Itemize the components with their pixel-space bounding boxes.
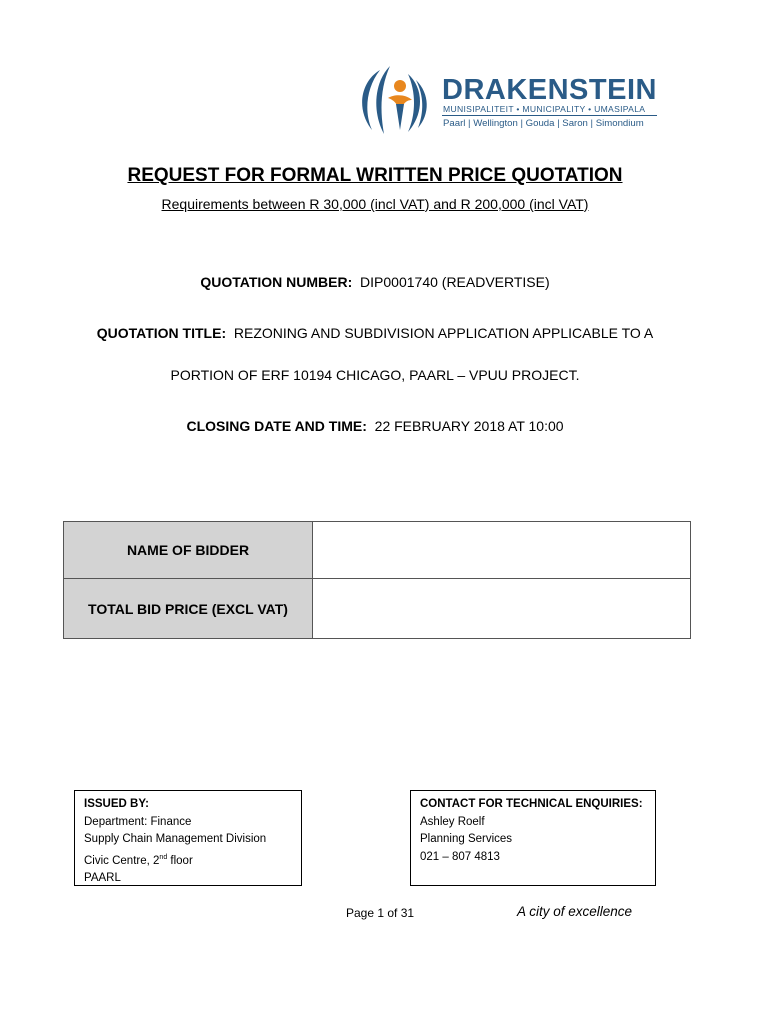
contact-phone: 021 – 807 4813 — [420, 850, 500, 863]
drakenstein-logo — [350, 64, 660, 136]
logo-divider — [442, 115, 657, 116]
issued-by-location — [84, 849, 292, 870]
contact-department: Planning Services — [420, 833, 513, 845]
quotation-number-value: DIP0001740 (READVERTISE) — [360, 274, 550, 290]
logo-subtitle: MUNISIPALITEIT • MUNICIPALITY • UMASIPALA — [443, 104, 646, 114]
closing-date — [0, 418, 750, 434]
issued-by-location-tail: floor — [167, 854, 193, 867]
issued-by-location-text: Civic Centre, 2 — [84, 854, 160, 867]
quotation-number-label: QUOTATION NUMBER: — [200, 274, 353, 290]
logo-name: DRAKENSTEIN — [442, 74, 657, 106]
bid-price-label: TOTAL BID PRICE (EXCL VAT) — [64, 579, 313, 639]
document-subtitle: Requirements between R 30,000 (incl VAT) and R 200,000 (incl VAT) — [161, 196, 589, 212]
quotation-title — [0, 325, 750, 341]
bid-table — [63, 521, 691, 639]
issued-by-city: PAARL — [84, 871, 121, 884]
issued-by-location-sup: nd — [159, 853, 168, 861]
quotation-title-line2: PORTION OF ERF 10194 CHICAGO, PAARL – VPUU PROJECT. — [170, 367, 580, 383]
quotation-title-label: QUOTATION TITLE: — [96, 325, 227, 341]
table-row — [64, 522, 691, 579]
issued-by-division: Supply Chain Management Division — [84, 833, 267, 845]
technical-contact-box — [410, 790, 656, 886]
closing-date-value: 22 FEBRUARY 2018 AT 10:00 — [374, 418, 564, 434]
footer-motto: A city of excellence — [517, 904, 633, 919]
issued-by-heading: ISSUED BY: — [84, 798, 149, 810]
quotation-title-line1: REZONING AND SUBDIVISION APPLICATION APPLICABLE TO A — [233, 325, 654, 341]
closing-date-label: CLOSING DATE AND TIME: — [186, 418, 367, 434]
logo-towns: Paarl | Wellington | Gouda | Saron | Simondium — [443, 118, 644, 129]
table-row — [64, 579, 691, 639]
issued-by-department: Department: Finance — [84, 815, 192, 828]
contact-heading: CONTACT FOR TECHNICAL ENQUIRIES: — [420, 798, 643, 810]
logo-emblem-icon — [350, 64, 436, 136]
contact-name: Ashley Roelf — [420, 815, 485, 828]
bid-price-field[interactable] — [313, 579, 691, 639]
issued-by-box — [74, 790, 302, 886]
bidder-name-field[interactable] — [313, 522, 691, 579]
page-number: Page 1 of 31 — [346, 906, 415, 920]
document-title: REQUEST FOR FORMAL WRITTEN PRICE QUOTATION — [127, 165, 623, 186]
bidder-name-label: NAME OF BIDDER — [64, 522, 313, 579]
quotation-number — [0, 274, 750, 290]
